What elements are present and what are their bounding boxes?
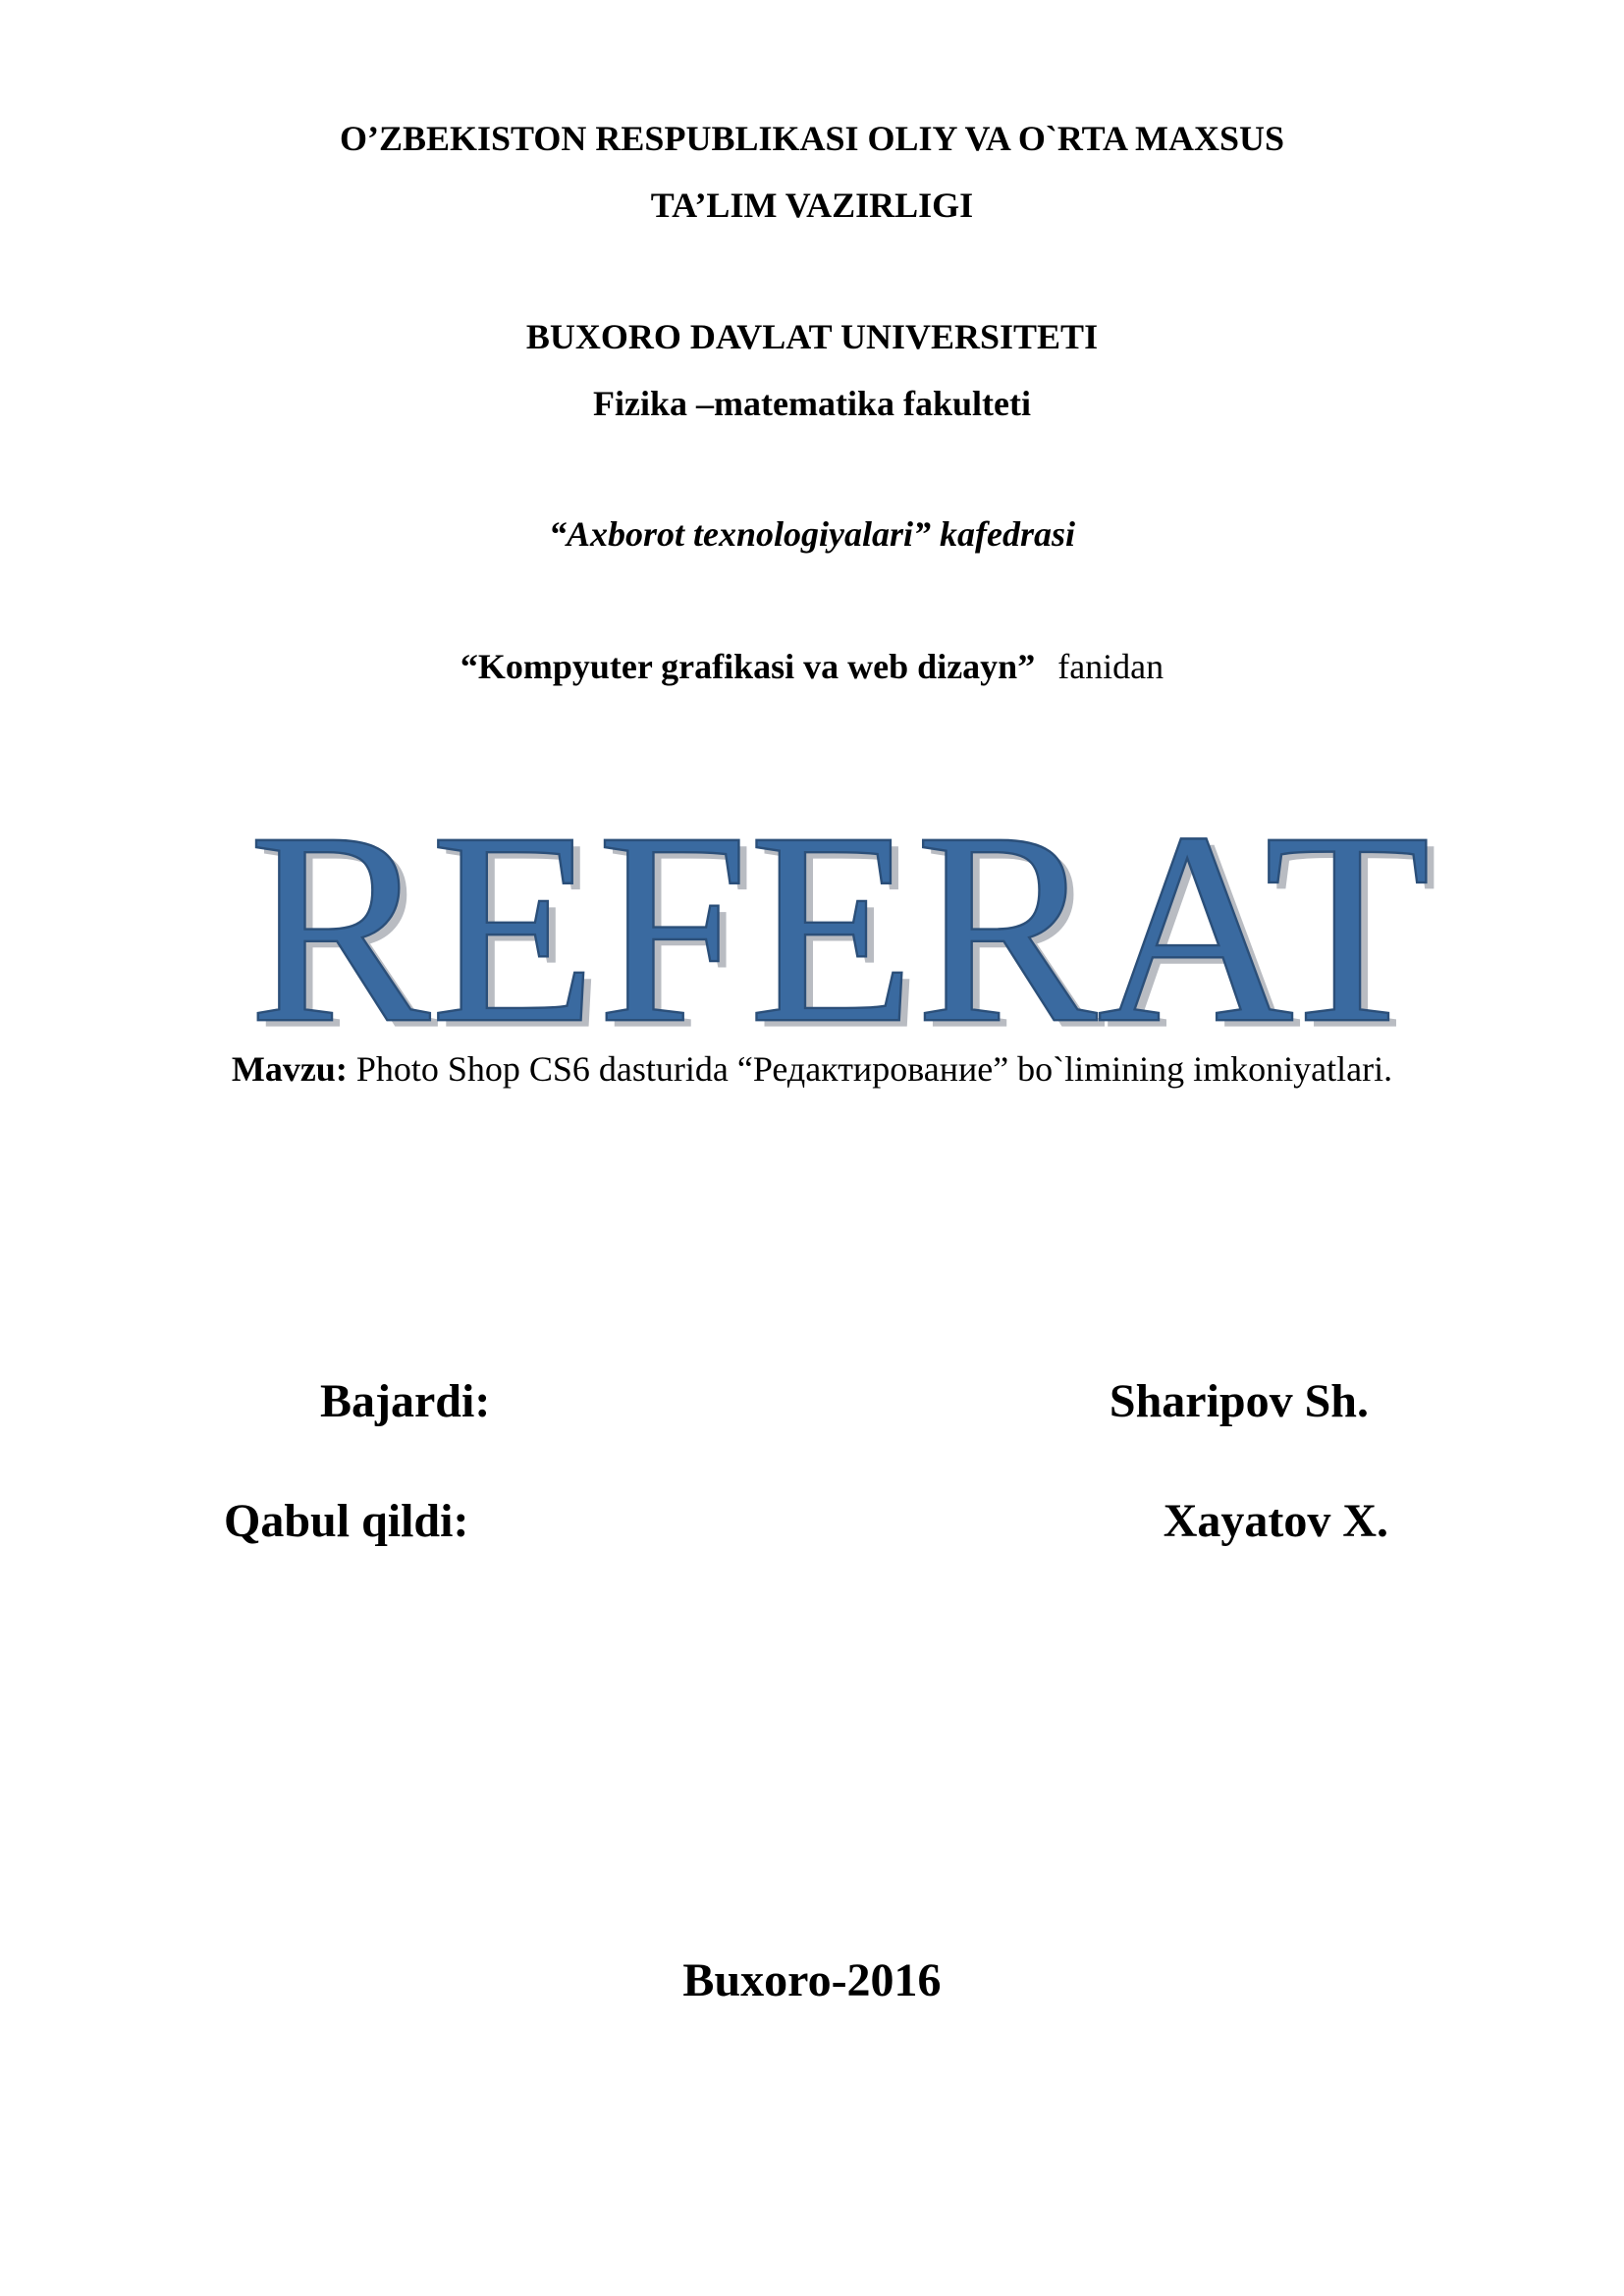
subject-name: “Kompyuter grafikasi va web dizayn”	[460, 647, 1036, 686]
subject-line	[0, 646, 1624, 687]
subject-suffix: fanidan	[1057, 647, 1164, 686]
topic-line	[0, 1048, 1624, 1090]
university-name: BUXORO DAVLAT UNIVERSITETI	[525, 317, 1099, 356]
accepted-by-label: Qabul qildi:	[224, 1495, 469, 1547]
topic-text: Photo Shop CS6 dasturida “Редактирование” bo`limining imkoniyatlari.	[355, 1049, 1393, 1089]
topic-label: Mavzu:	[231, 1049, 348, 1089]
referat-title	[236, 746, 1443, 1041]
performed-by-name: Sharipov Sh.	[1109, 1375, 1369, 1427]
ministry-title-line-1: O’ZBEKISTON RESPUBLIKASI OLIY VA O`RTA MAXSUS	[340, 119, 1284, 158]
performed-by-label: Bajardi:	[320, 1375, 491, 1427]
accepted-by-name: Xayatov X.	[1163, 1495, 1388, 1547]
city-year: Buxoro-2016	[682, 1954, 942, 2006]
referat-title-text: REFERAT	[247, 775, 1431, 1041]
faculty-name: Fizika –matematika fakulteti	[593, 384, 1031, 423]
ministry-title-line-2: TA’LIM VAZIRLIGI	[650, 186, 974, 225]
department-name: “Axborot texnologiyalari” kafedrasi	[548, 514, 1075, 554]
referat-title-shadow: REFERAT	[256, 781, 1439, 1041]
referat-title-wordart	[236, 746, 1443, 1041]
